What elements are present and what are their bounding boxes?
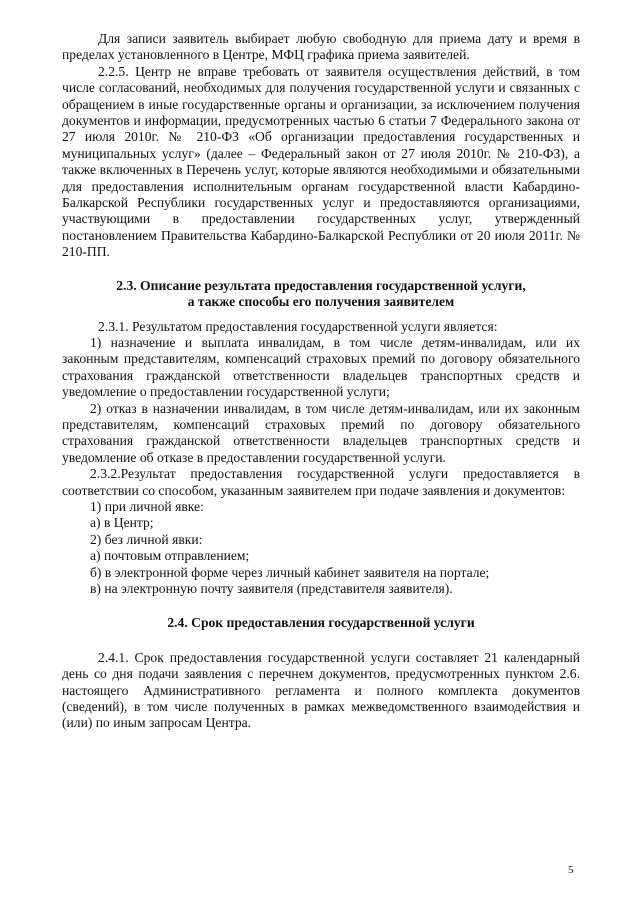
section-heading-2-3	[62, 278, 580, 311]
list-item: б) в электронной форме через личный кабинет заявителя на портале;	[90, 564, 490, 580]
paragraph-result-2: 2) отказ в назначении инвалидам, в том числе детям-инвалидам, или их законным представителям, компенсаций страховых премий по договору обязательного страхования гражданской ответственности владельцев транспортных средств и уведомление об отказе в предоставлении государственной услуги.	[62, 400, 580, 465]
paragraph-result-1: 1) назначение и выплата инвалидам, в том числе детям-инвалидам, или их законным представителям, компенсаций страховых премий по договору обязательного страхования гражданской ответственности владельцев транспортных средств и уведомление о предоставлении государственной услуги;	[62, 334, 580, 400]
section-heading-2-3-line1: 2.3. Описание результата предоставления государственной услуги,	[116, 277, 526, 293]
page-number: 5	[568, 864, 574, 876]
section-heading-2-3-line2: а также способы его получения заявителем	[187, 294, 455, 310]
paragraph-2-3-1: 2.3.1. Результатом предоставления государственной услуги является:	[98, 318, 498, 334]
paragraph-2-3-2: 2.3.2.Результат предоставления государственной услуги предоставляется в соответствии со способом, указанным заявителем при подаче заявления и документов:	[62, 466, 580, 498]
list-item: 2) без личной явки:	[90, 531, 203, 547]
section-heading-2-4: 2.4. Срок предоставления государственной услуги	[167, 615, 475, 631]
list-item: а) в Центр;	[90, 515, 154, 531]
paragraph-2-2-5: 2.2.5. Центр не вправе требовать от заявителя осуществления действий, в том числе согласований, необходимых для получения государственной услуги и связанных с обращением в иные государственные органы и организации, за исключением получения документов и информации, предусмотренных частью 6 статьи 7 Федерального закона от 27 июля 2010г. № 210-ФЗ «Об организации предоставления государственных и муниципальных услуг» (далее – Федеральный закон от 27 июля 2010г. № 210-ФЗ), а также включенных в Перечень услуг, которые являются необходимыми и обязательными для предоставления исполнительным органам государственной власти Кабардино-Балкарской Республики государственных услуг и предоставляются организациями, участвующими в предоставлении государственных услуг, утвержденный постановлением Правительства Кабардино-Балкарской Республики от 20 июля 2011г. № 210-ПП.	[62, 63, 580, 260]
document-body	[62, 31, 580, 732]
list-item: 1) при личной явке:	[90, 498, 204, 514]
list-item: а) почтовым отправлением;	[90, 548, 250, 564]
paragraph-2-4-1: 2.4.1. Срок предоставления государственной услуги составляет 21 календарный день со дня подачи заявления с перечнем документов, предусмотренных пунктом 2.6. настоящего Административного регламента и полного комплекта документов (сведений), в том числе полученных в рамках межведомственного взаимодействия и (или) по иным запросам Центра.	[62, 649, 580, 731]
paragraph-appointment-time: Для записи заявитель выбирает любую свободную для приема дату и время в пределах установленного в Центре, МФЦ графика приема заявителей.	[62, 31, 580, 63]
list-item: в) на электронную почту заявителя (представителя заявителя).	[90, 581, 453, 596]
